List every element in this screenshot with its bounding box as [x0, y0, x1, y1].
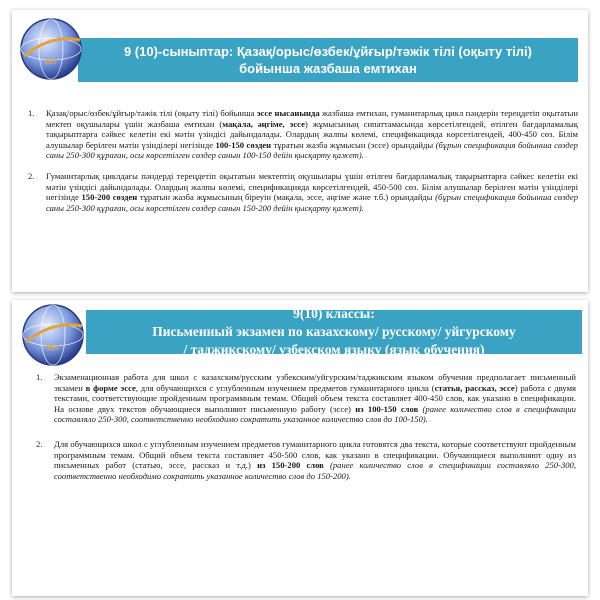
slide-body	[28, 108, 578, 223]
list-item: 1. Қазақ/орыс/өзбек/ұйғыр/тәжік тілі (оқыту тілі) бойынша эссе нысанында жазбаша емтихан, гуманитарлық цикл пәндерін тереңдетіп оқытатын мектеп оқушылары үшін жазбаша емтихан (мақала, әңгіме, эссе) жұмысының сипаттамасында көрсетілгендей, өтілген бағдарламалық тақырыптарға сәйкес келетін екі мәтін үзіндісі дайындалады. Олардың жалпы көлемі, спецификацияда көрсетілгендей, 400-450 сөз. Білім алушылар берілген мәтін үзінділері негізінде 100-150 сөзден тұратын жазба жұмысын (эссе) орындайды (бұрын спецификация бойынша сөздер саны 250-300 құраған, осы көрсетілген сөздер санын 100-150 дейін қысқарту қажет).	[28, 108, 578, 161]
slide-title-line2: бойынша жазбаша емтихан	[239, 61, 417, 76]
slide-russian	[0, 296, 600, 600]
slide-title-line2: / таджикскому/ узбекском языку (язык обучения)	[183, 342, 485, 357]
list-item: 1. Экзаменационная работа для школ с казахским/русским узбекским/уйгурским/таджикским языком обучения предполагает письменный экзамен в форме эссе, для обучающихся с углубленным изучением предметов гуманитарного цикла (статья, рассказ, эссе) работа с двумя текстами, соответствующие пройденным программным темам. Общий объем текста составляет 400-450 слов, как указано в спецификации. На основе двух текстов обучающиеся выполняют письменную работу (эссе) из 100-150 слов (ранее количество слов в спецификации составляло 250-300, соответственно необходимо сократить указанное количество слов до 100-150).	[36, 372, 576, 425]
slide-title-banner	[78, 38, 578, 82]
slide-kazakh	[0, 0, 600, 292]
svg-text:ҰБТ: ҰБТ	[44, 59, 58, 66]
slide-body	[36, 372, 576, 495]
list-item: 2. Гуманитарлық циклдағы пәндерді тереңдетіп оқытатын мектептің оқушылары үшін өтілген бағдарламалық тақырыптарға сәйкес келетін екі мәтін үзіндісі дайындалады. Олардың жалпы көлемі, спецификацияда көрсетілгендей, 450-500 сөз. Білім алушылар берілген мәтін үзінділері негізінде 150-200 сөзден тұратын жазба жұмысының біреуін (мақала, эссе, әңгіме және т.б.) орындайды (бұрын спецификация бойынша сөздер саны 250-300 құраған, осы көрсетілген сөздер санын 150-200 дейін қысқарту қажет).	[28, 170, 579, 213]
slide-title-line1: 9(10) классы: Письменный экзамен по казахскому/ русскому/ уйгурскому	[152, 306, 516, 339]
slide-title-banner	[86, 306, 582, 357]
svg-text:ҰБТ: ҰБТ	[46, 345, 60, 352]
globe-logo-icon	[16, 14, 86, 84]
globe-logo-icon	[18, 300, 88, 370]
list-item: 2. Для обучающихся школ с углубленным изучением предметов гуманитарного цикла готовятся два текста, которые соответствуют пройденным программным темам. Общий объем текста составляет 450-500 слов, как указано в спецификации. Обучающиеся выполняют одну из письменных работ (статью, эссе, рассказ и т.д.) из 150-200 слов (ранее количество слов в спецификации составляло 250-300, соответственно необходимо сократить указанное количество слов до 150-200).	[36, 438, 576, 481]
slide-title-line1: 9 (10)-сыныптар: Қазақ/орыс/өзбек/ұйғыр/тәжік тілі (оқыту тілі)	[123, 44, 533, 59]
